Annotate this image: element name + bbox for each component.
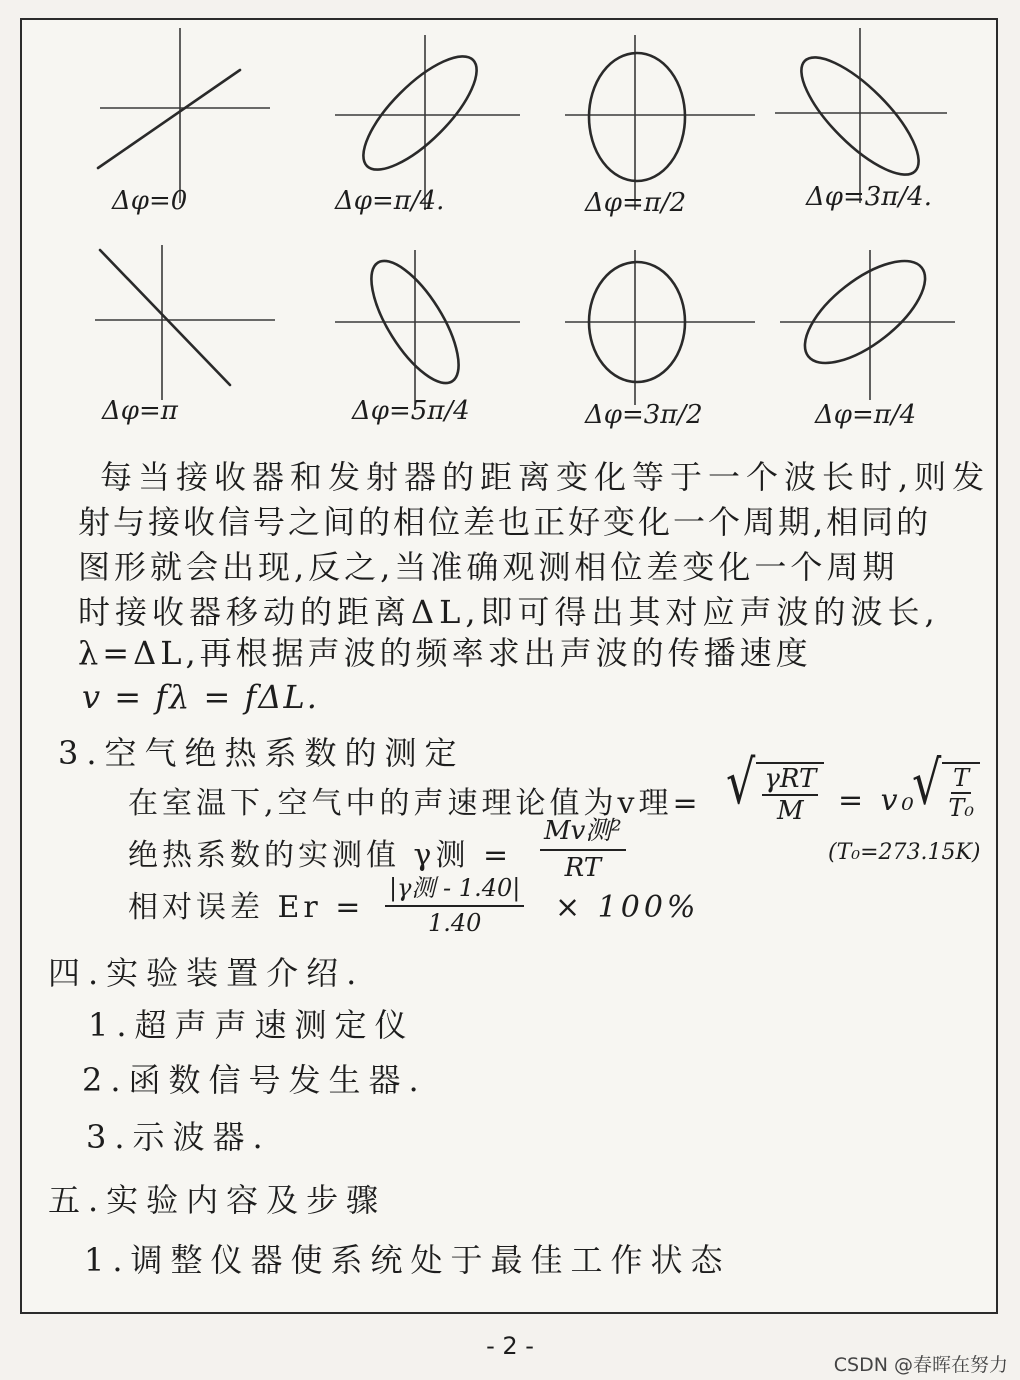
formula-mid: = v₀: [838, 783, 918, 818]
phase-label: Δφ=5π/4: [352, 396, 470, 426]
fraction-denominator: RT: [564, 853, 602, 883]
sqrt-numerator: T: [953, 764, 970, 792]
lissajous-line-up-icon: [90, 28, 280, 208]
phase-label: Δφ=π/4.: [335, 186, 445, 216]
sqrt-formula: [726, 747, 824, 826]
page-number: - 2 -: [486, 1332, 534, 1360]
lissajous-figure-phase-0: [90, 28, 280, 208]
section-heading: 四.实验装置介绍.: [48, 954, 365, 992]
list-item: 1.调整仪器使系统处于最佳工作状态: [84, 1241, 731, 1279]
sqrt-icon: √: [912, 747, 942, 818]
phase-label: Δφ=π/4: [815, 400, 917, 430]
phase-label: Δφ=π: [102, 396, 178, 426]
section-heading: 3.空气绝热系数的测定: [58, 734, 465, 772]
fraction-denominator: 1.40: [427, 909, 482, 937]
fraction: [385, 868, 524, 937]
formula-line: 在室温下,空气中的声速理论值为v理=: [128, 786, 702, 821]
fraction-numerator: Mv测²: [540, 810, 626, 851]
lissajous-figure-phase-3pi-4: [775, 28, 965, 208]
list-item: 2.函数信号发生器.: [82, 1061, 427, 1099]
sqrt-icon: √: [726, 747, 756, 818]
phase-label: Δφ=π/2: [585, 188, 687, 218]
paragraph-line: 每当接收器和发射器的距离变化等于一个波长时,则发: [100, 458, 991, 496]
paragraph-line: 时接收器移动的距离ΔL,即可得出其对应声波的波长,: [78, 593, 940, 631]
watermark: CSDN @春晖在努力: [833, 1354, 1008, 1376]
paragraph-line: 图形就会出现,反之,当准确观测相位差变化一个周期: [78, 548, 899, 586]
formula-line: 绝热系数的实测值 γ测 =: [128, 838, 513, 873]
sqrt-numerator: γRT: [764, 764, 817, 794]
formula-line: v = fλ = fΔL.: [82, 678, 319, 716]
paragraph-line: 射与接收信号之间的相位差也正好变化一个周期,相同的: [78, 503, 932, 541]
sqrt-denominator: M: [777, 796, 804, 826]
list-item: 1.超声声速测定仪: [88, 1006, 415, 1044]
phase-label: Δφ=3π/4.: [806, 182, 932, 212]
lissajous-ellipse-down-icon: [775, 28, 965, 208]
section-heading: 五.实验内容及步骤: [48, 1181, 387, 1219]
t0-note: (T₀=273.15K): [828, 840, 981, 865]
sqrt-formula: [912, 747, 980, 822]
phase-label: Δφ=3π/2: [585, 400, 703, 430]
fraction-numerator: |γ测 - 1.40|: [385, 868, 524, 907]
formula-line: 相对误差 Er =: [128, 890, 365, 925]
phase-label: Δφ=0: [112, 186, 188, 216]
formula-times: × 100%: [555, 890, 700, 925]
sqrt-denominator: T₀: [948, 794, 974, 822]
fraction: [540, 810, 626, 883]
list-item: 3.示波器.: [86, 1118, 271, 1156]
paragraph-line: λ=ΔL,再根据声波的频率求出声波的传播速度: [78, 634, 812, 672]
